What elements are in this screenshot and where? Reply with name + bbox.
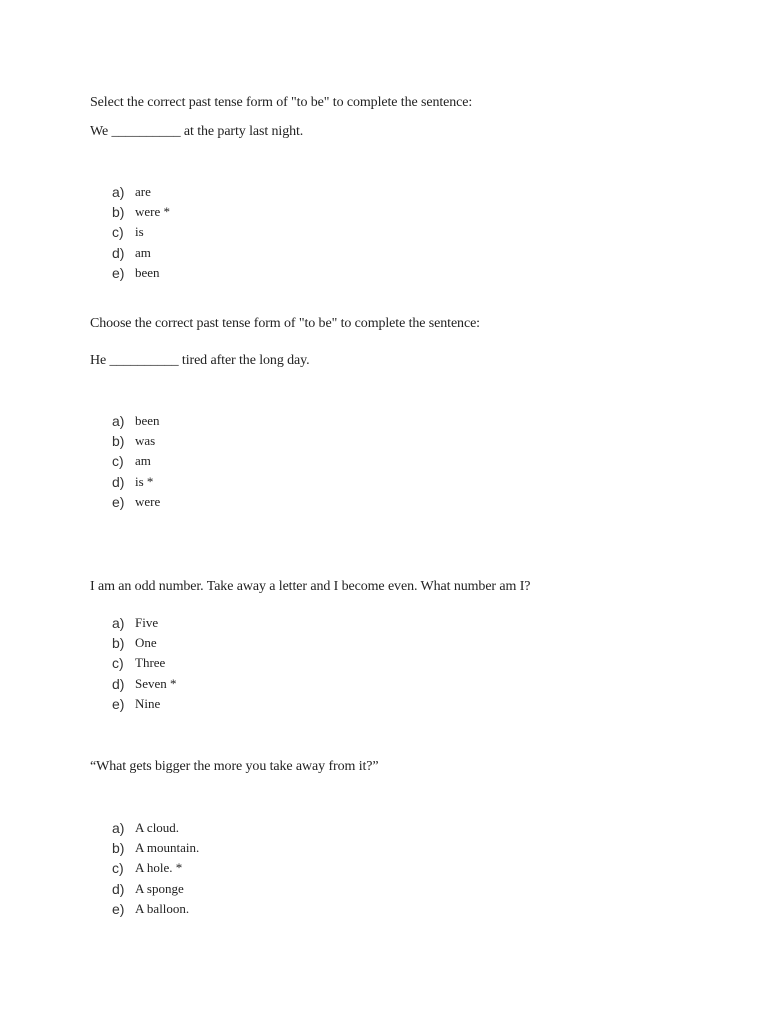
option-letter: c): [112, 655, 124, 672]
option-c[interactable]: [112, 653, 177, 673]
option-text: am: [135, 453, 151, 469]
option-b[interactable]: [112, 838, 199, 858]
question-1-prompt: Select the correct past tense form of "to be" to complete the sentence:: [90, 95, 473, 110]
option-text: is *: [135, 473, 154, 489]
option-e[interactable]: [112, 899, 199, 919]
option-text: A hole. *: [135, 860, 183, 876]
option-letter: a): [112, 413, 125, 430]
option-text: were: [135, 493, 161, 509]
option-e[interactable]: [112, 694, 177, 714]
option-letter: b): [112, 433, 125, 450]
option-b[interactable]: [112, 431, 160, 451]
option-text: were *: [135, 204, 171, 220]
option-letter: d): [112, 244, 125, 261]
option-letter: c): [112, 224, 124, 241]
option-letter: c): [112, 860, 124, 877]
question-3-options: [112, 613, 177, 714]
question-4-prompt: “What gets bigger the more you take away from it?”: [90, 759, 379, 774]
option-text: been: [135, 264, 160, 280]
option-d[interactable]: [112, 472, 160, 492]
option-letter: e): [112, 695, 125, 712]
option-text: A balloon.: [135, 900, 190, 916]
option-letter: e): [112, 900, 125, 917]
option-a[interactable]: [112, 182, 170, 202]
option-d[interactable]: [112, 243, 170, 263]
option-text: are: [135, 184, 151, 200]
option-text: am: [135, 244, 151, 260]
option-text: One: [135, 635, 157, 651]
option-text: been: [135, 413, 160, 429]
option-text: Five: [135, 615, 159, 631]
option-text: A mountain.: [135, 840, 200, 856]
option-text: is: [135, 224, 144, 240]
option-text: A cloud.: [135, 820, 180, 836]
option-text: Three: [135, 655, 166, 671]
option-c[interactable]: [112, 222, 170, 242]
option-c[interactable]: [112, 451, 160, 471]
question-4-options: [112, 818, 199, 919]
option-letter: b): [112, 840, 125, 857]
question-3-prompt: I am an odd number. Take away a letter and I become even. What number am I?: [90, 579, 531, 594]
option-letter: a): [112, 184, 125, 201]
option-b[interactable]: [112, 202, 170, 222]
option-text: A sponge: [135, 880, 184, 896]
option-letter: d): [112, 473, 125, 490]
option-letter: d): [112, 675, 125, 692]
option-c[interactable]: [112, 858, 199, 878]
option-b[interactable]: [112, 633, 177, 653]
option-d[interactable]: [112, 674, 177, 694]
option-a[interactable]: [112, 613, 177, 633]
option-text: Nine: [135, 695, 161, 711]
question-2-sentence: He __________ tired after the long day.: [90, 353, 310, 368]
option-letter: b): [112, 635, 125, 652]
option-text: was: [135, 433, 156, 449]
option-e[interactable]: [112, 263, 170, 283]
question-2-options: [112, 411, 160, 512]
option-letter: c): [112, 453, 124, 470]
question-1-options: [112, 182, 170, 283]
option-letter: a): [112, 615, 125, 632]
option-letter: b): [112, 204, 125, 221]
option-a[interactable]: [112, 411, 160, 431]
option-letter: e): [112, 493, 125, 510]
option-d[interactable]: [112, 879, 199, 899]
question-1-sentence: We __________ at the party last night.: [90, 124, 304, 139]
option-letter: e): [112, 264, 125, 281]
option-text: Seven *: [135, 675, 177, 691]
option-a[interactable]: [112, 818, 199, 838]
option-letter: a): [112, 820, 125, 837]
option-letter: d): [112, 880, 125, 897]
option-e[interactable]: [112, 492, 160, 512]
question-2-prompt: Choose the correct past tense form of "to be" to complete the sentence:: [90, 316, 480, 331]
